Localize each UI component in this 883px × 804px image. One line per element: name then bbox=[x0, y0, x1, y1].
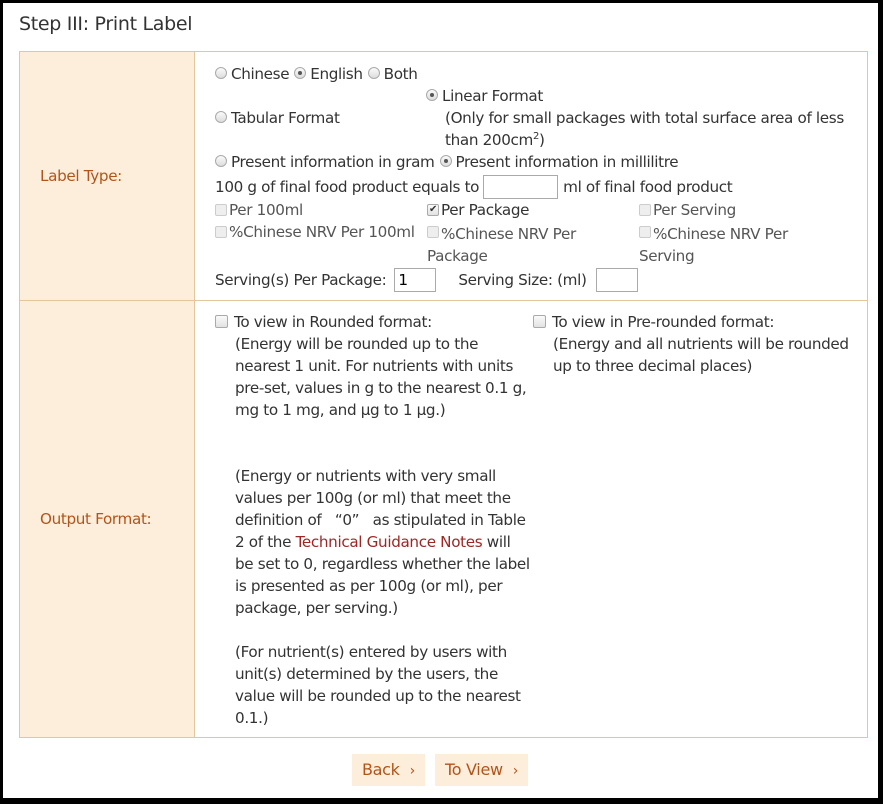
checkbox-per-100ml[interactable] bbox=[215, 204, 227, 216]
checkbox-nrv-per-100ml[interactable] bbox=[215, 226, 227, 238]
output-format-options bbox=[195, 301, 868, 738]
label-type-options bbox=[195, 52, 868, 301]
print-label-form bbox=[19, 51, 868, 738]
page-title: Step III: Print Label bbox=[19, 13, 193, 35]
unit-radio-group bbox=[215, 151, 859, 173]
linear-format-note: (Only for small packages with total surface area of less than $200cm^2$) bbox=[445, 109, 844, 149]
chevron-right-icon: › bbox=[409, 763, 415, 779]
radio-millilitre[interactable] bbox=[440, 155, 452, 167]
conversion-suffix: ml of final food product bbox=[563, 178, 733, 196]
serving-size-input[interactable] bbox=[596, 268, 638, 292]
checkbox-per-100ml-option: Per 100ml bbox=[215, 199, 427, 221]
tabular-format-option bbox=[215, 85, 426, 151]
format-radio-group bbox=[215, 85, 859, 151]
rounded-note-1: (Energy will be rounded up to the nearest 1 unit. For nutrients with units pre-set, values in g to the nearest 0.1 g, mg to 1 mg, and µg to 1 µg.) bbox=[235, 335, 527, 419]
radio-gram[interactable] bbox=[215, 155, 227, 167]
serving-size-label: Serving Size: (ml) bbox=[458, 271, 587, 289]
radio-linear-format[interactable] bbox=[426, 89, 438, 101]
checkbox-per-package[interactable] bbox=[427, 204, 439, 216]
checkbox-per-serving-option: Per Serving bbox=[639, 199, 859, 221]
page-frame bbox=[3, 3, 878, 798]
output-format-label: Output Format: bbox=[20, 301, 195, 738]
radio-linear-format-label[interactable]: Linear Format bbox=[442, 87, 543, 105]
radio-tabular-format-label[interactable]: Tabular Format bbox=[231, 109, 340, 127]
checkbox-per-package-option: ✔ Per Package bbox=[427, 199, 639, 221]
radio-both-label[interactable]: Both bbox=[383, 65, 418, 83]
checkbox-per-serving[interactable] bbox=[639, 204, 651, 216]
conversion-row bbox=[215, 175, 859, 199]
rounded-format-label[interactable]: To view in Rounded format: bbox=[234, 313, 432, 331]
conversion-prefix: 100 g of final food product equals to bbox=[215, 178, 480, 196]
rounded-note-2: (Energy or nutrients with very small values per 100g (or ml) that meet the definition of “0” as stipulated in Table 2 of the Technical Guidance Notes will be set to 0, regardless whether the label is presented as per 100g (or ml), per package, per serving.) bbox=[235, 467, 530, 617]
linear-format-option bbox=[426, 85, 855, 151]
servings-per-package-input[interactable] bbox=[394, 268, 436, 292]
checkbox-rounded-format[interactable] bbox=[215, 315, 228, 328]
radio-tabular-format[interactable] bbox=[215, 111, 227, 123]
pre-rounded-note: (Energy and all nutrients will be rounded up to three decimal places) bbox=[553, 335, 849, 375]
label-type-row bbox=[20, 52, 868, 301]
checkbox-pre-rounded-format[interactable] bbox=[533, 315, 546, 328]
pre-rounded-format-label[interactable]: To view in Pre-rounded format: bbox=[552, 313, 775, 331]
radio-chinese[interactable] bbox=[215, 67, 227, 79]
pre-rounded-format-column bbox=[533, 311, 853, 729]
label-type-label: Label Type: bbox=[20, 52, 195, 301]
conversion-ml-input[interactable] bbox=[483, 175, 558, 199]
presentation-checkbox-grid bbox=[215, 199, 859, 267]
serving-row bbox=[215, 268, 859, 292]
checkbox-nrv-per-package-option: %Chinese NRV Per Package bbox=[427, 225, 576, 265]
language-radio-group bbox=[215, 63, 859, 85]
radio-millilitre-label[interactable]: Present information in millilitre bbox=[455, 153, 679, 171]
chevron-right-icon: › bbox=[512, 763, 519, 779]
action-buttons bbox=[352, 754, 528, 786]
radio-english-label[interactable]: English bbox=[310, 65, 363, 83]
servings-per-package-label: Serving(s) Per Package: bbox=[215, 271, 387, 289]
checkbox-nrv-per-serving[interactable] bbox=[639, 226, 651, 238]
radio-chinese-label[interactable]: Chinese bbox=[231, 65, 290, 83]
checkbox-nrv-per-100ml-option: %Chinese NRV Per 100ml bbox=[215, 221, 427, 267]
rounded-format-column bbox=[215, 311, 533, 729]
technical-guidance-notes-link[interactable]: Technical Guidance Notes bbox=[295, 533, 483, 551]
radio-gram-label[interactable]: Present information in gram bbox=[231, 153, 435, 171]
back-button[interactable]: Back › bbox=[352, 754, 425, 786]
radio-both[interactable] bbox=[368, 67, 380, 79]
to-view-button[interactable]: To View › bbox=[435, 754, 528, 786]
rounded-note-3: (For nutrient(s) entered by users with unit(s) determined by the users, the value will be rounded up to the nearest 0.1.) bbox=[235, 643, 521, 727]
radio-english[interactable] bbox=[294, 67, 306, 79]
checkbox-nrv-per-package[interactable] bbox=[427, 226, 439, 238]
checkbox-nrv-per-serving-option: %Chinese NRV Per Serving bbox=[639, 225, 788, 265]
output-format-row bbox=[20, 301, 868, 738]
